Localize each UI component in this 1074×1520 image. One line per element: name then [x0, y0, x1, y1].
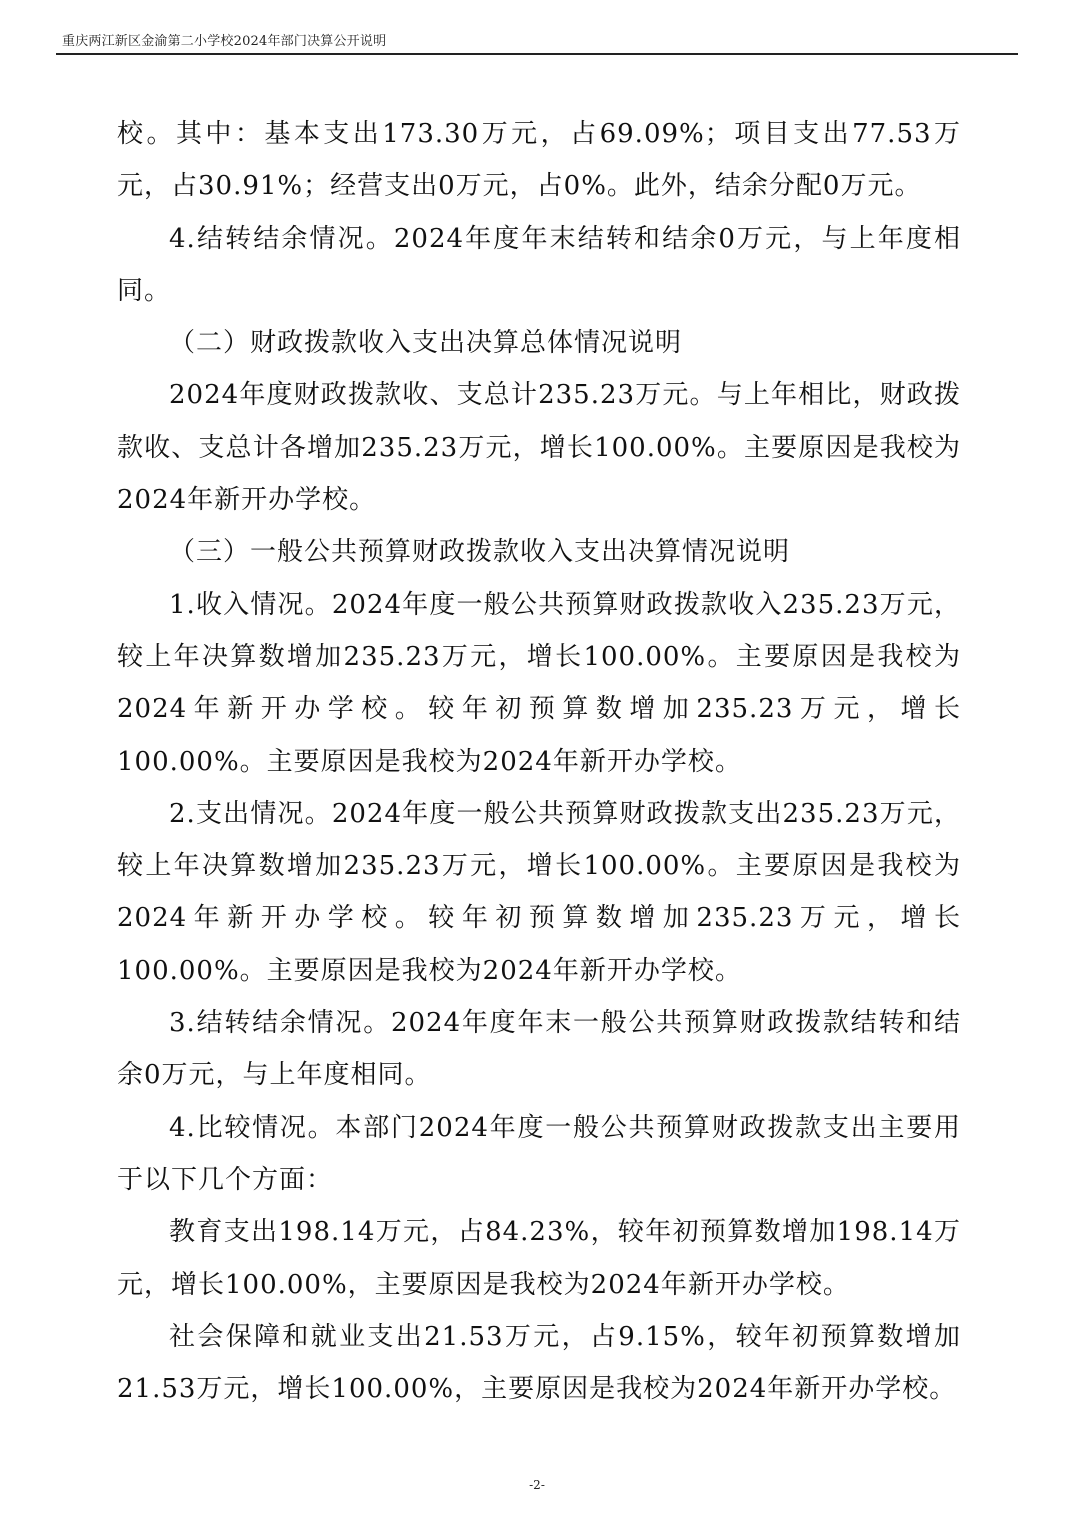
paragraph-education-expenditure: 教育支出198.14万元，占84.23%，较年初预算数增加198.14万元，增长100.00%，主要原因是我校为2024年新开办学校。 [117, 1217, 961, 1300]
paragraph-comparison: 4.比较情况。本部门2024年度一般公共预算财政拨款支出主要用于以下几个方面： [117, 1112, 961, 1195]
document-body [117, 108, 961, 1415]
page-header-title: 重庆两江新区金渝第二小学校2024年部门决算公开说明 [62, 34, 387, 49]
page-number: -2- [529, 1478, 545, 1492]
paragraph-general-carryover: 3.结转结余情况。2024年度年末一般公共预算财政拨款结转和结余0万元，与上年度相同。 [117, 1008, 961, 1091]
section-heading-fiscal-overall: （二）财政拨款收入支出决算总体情况说明 [169, 328, 683, 359]
header-divider [56, 53, 1018, 55]
paragraph-fiscal-overall: 2024年度财政拨款收、支总计235.23万元。与上年相比，财政拨款收、支总计各增加235.23万元，增长100.00%。主要原因是我校为2024年新开办学校。 [117, 380, 961, 516]
paragraph-carryover-balance: 4.结转结余情况。2024年度年末结转和结余0万元，与上年度相同。 [117, 223, 961, 306]
paragraph-income: 1.收入情况。2024年度一般公共预算财政拨款收入235.23万元，较上年决算数增加235.23万元，增长100.00%。主要原因是我校为2024年新开办学校。较年初预算数增加235.23万元，增长100.00%。主要原因是我校为2024年新开办学校。 [117, 589, 961, 777]
section-heading-general-budget: （三）一般公共预算财政拨款收入支出决算情况说明 [169, 537, 791, 568]
paragraph-expenditure: 2.支出情况。2024年度一般公共预算财政拨款支出235.23万元，较上年决算数增加235.23万元，增长100.00%。主要原因是我校为2024年新开办学校。较年初预算数增加235.23万元，增长100.00%。主要原因是我校为2024年新开办学校。 [117, 798, 961, 986]
paragraph-continued-expenditure: 校。其中：基本支出173.30万元，占69.09%；项目支出77.53万元，占30.91%；经营支出0万元，占0%。此外，结余分配0万元。 [117, 119, 961, 202]
paragraph-social-security-expenditure: 社会保障和就业支出21.53万元，占9.15%，较年初预算数增加21.53万元，增长100.00%，主要原因是我校为2024年新开办学校。 [117, 1321, 961, 1405]
